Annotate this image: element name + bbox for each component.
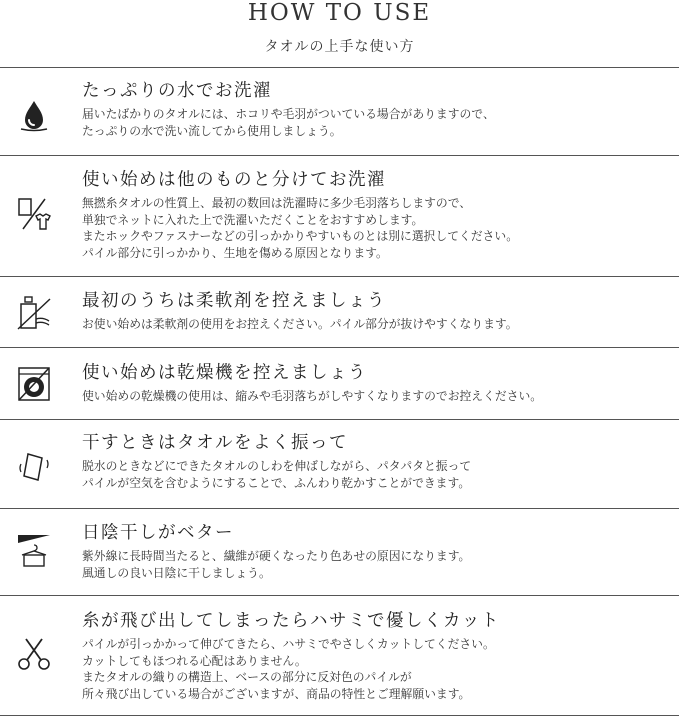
- usage-item: [0, 509, 679, 596]
- item-body: 紫外線に長時間当たると、繊維が硬くなったり色あせの原因になります。 風通しの良い日陰に干しましょう。: [82, 549, 471, 580]
- item-body: 無撚糸タオルの性質上、最初の数回は洗濯時に多少毛羽落ちしますので、 単独でネットに入れた上で洗濯いただくことをおすすめします。 またホックやファスナーなどの引っかかりやすいものとは別に選択してください。 パイル部分に引っかかり、生地を傷める原因となります。: [82, 196, 519, 260]
- usage-item: [0, 156, 679, 277]
- item-body: 脱水のときなどにできたタオルのしわを伸ばしながら、パタパタと振って パイルが空気を含むようにすることで、ふんわり乾かすことができます。: [82, 459, 472, 490]
- page-subtitle: タオルの上手な使い方: [264, 39, 415, 55]
- item-heading: 日陰干しがベター: [82, 523, 234, 543]
- usage-item: [0, 596, 679, 716]
- page-title: HOW TO USE: [247, 0, 432, 26]
- usage-item: [0, 277, 679, 348]
- item-heading: 使い始めは乾燥機を控えましょう: [82, 363, 367, 383]
- usage-list: [0, 67, 679, 716]
- usage-item: [0, 420, 679, 509]
- no-dryer-icon: [16, 366, 52, 402]
- usage-item: [0, 68, 679, 156]
- item-body: 使い始めの乾燥機の使用は、縮みや毛羽落ちがしやすくなりますのでお控えください。: [82, 389, 543, 403]
- separate-laundry-icon: [16, 196, 52, 232]
- usage-item: [0, 348, 679, 420]
- item-body: お使い始めは柔軟剤の使用をお控えください。パイル部分が抜けやすくなります。: [82, 317, 518, 331]
- shake-towel-icon: [16, 448, 52, 484]
- item-heading: 使い始めは他のものと分けてお洗濯: [82, 170, 386, 190]
- item-heading: 糸が飛び出してしまったらハサミで優しくカット: [82, 611, 500, 631]
- item-heading: たっぷりの水でお洗濯: [82, 81, 272, 101]
- no-softener-icon: [16, 295, 52, 331]
- item-heading: 干すときはタオルをよく振って: [82, 433, 348, 453]
- item-body: パイルが引っかかって伸びてきたら、ハサミでやさしくカットしてください。 カットしてもほつれる心配はありません。 またタオルの織りの構造上、ベースの部分に反対色のパイルが 所々飛び出している場合がございますが、商品の特性とご理解願います。: [82, 637, 495, 701]
- item-heading: 最初のうちは柔軟剤を控えましょう: [82, 291, 386, 311]
- scissors-icon: [16, 636, 52, 672]
- item-body: 届いたばかりのタオルには、ホコリや毛羽がついている場合がありますので、 たっぷりの水で洗い流してから使用しましょう。: [82, 107, 495, 138]
- water-drop-icon: [16, 98, 52, 134]
- shade-dry-icon: [16, 533, 52, 569]
